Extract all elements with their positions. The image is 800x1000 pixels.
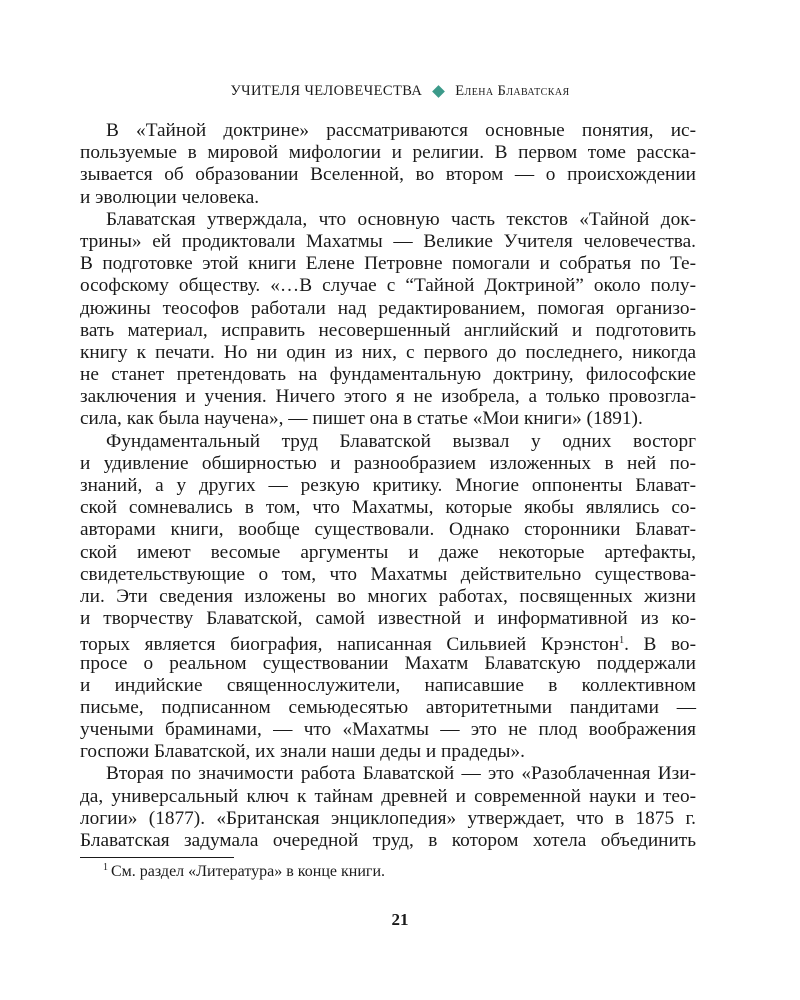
footnote (103, 862, 385, 881)
text-line: свидетельствующие о том, что Махатмы действительно существова- (80, 563, 696, 585)
paragraph (80, 431, 696, 764)
text-line: Блаватская утверждала, что основную часть текстов «Тайной док- (106, 208, 696, 230)
text-line: зывается об образовании Вселенной, во втором — о происхождении (80, 164, 696, 186)
footnote-text: См. раздел «Литература» в конце книги. (111, 863, 385, 880)
text-line: письме, подписанном семьюдесятью авторитетными пандитами — (80, 696, 696, 718)
footnote-rule (80, 857, 234, 858)
text-line: дюжины теософов работали над редактированием, помогая организо- (80, 297, 696, 319)
paragraph (80, 120, 696, 209)
text-line: ософскому обществу. «…В случае с “Тайной Доктриной” около полу- (80, 275, 696, 297)
text-line: заключения и учения. Ничего этого я не изобрела, а только провозгла- (80, 386, 696, 408)
footnote-reference[interactable]: 1 (619, 635, 625, 647)
page-number: 21 (391, 910, 409, 929)
text-line: и удивление обширностью и разнообразием изложенных в ней по- (80, 452, 696, 474)
text-line: госпожи Блаватской, их знали наши деды и прадеды». (80, 741, 525, 763)
text-line: учеными браминами, — что «Махатмы — это не плод воображения (80, 719, 696, 741)
text-line: трины» ей продиктовали Махатмы — Великие Учителя человечества. (80, 230, 696, 252)
text-line: книгу к печати. Но ни один из них, с первого до последнего, никогда (80, 341, 696, 363)
header-chapter-title: Елена Блаватская (455, 83, 570, 99)
text-line: ской имеют весомые аргументы и даже некоторые артефакты, (80, 541, 696, 563)
text-line: торых является биография, написанная Сильвией Крэнстон$^1$. В во- (80, 634, 696, 656)
diamond-separator-icon (432, 85, 445, 98)
text-line: Вторая по значимости работа Блаватской — это «Разоблаченная Изи- (106, 763, 696, 785)
text-line: Блаватская задумала очередной труд, в котором хотела объединить (80, 830, 696, 851)
text-line: В подготовке этой книги Елене Петровне помогали и собратья по Те- (80, 253, 696, 275)
text-line: да, универсальный ключ к тайнам древней и современной науки и тео- (80, 785, 696, 807)
text-line: и эволюции человека. (80, 186, 260, 208)
body-text (80, 120, 696, 852)
paragraph (80, 763, 696, 852)
text-line: логии» (1877). «Британская энциклопедия» утверждает, что в 1875 г. (80, 807, 696, 829)
text-line: ли. Эти сведения изложены во многих работах, посвященных жизни (80, 585, 696, 607)
text-line: В «Тайной доктрине» рассматриваются основные понятия, ис- (106, 120, 696, 141)
paragraph (80, 209, 696, 431)
text-line: ской сомневались в том, что Махатмы, которые якобы являлись со- (80, 497, 696, 519)
text-line: и индийские священнослужители, написавшие в коллективном (80, 674, 696, 696)
text-line: пользуемые в мировой мифологии и религии. В первом томе расска- (80, 142, 696, 164)
text-line: знаний, а у других — резкую критику. Многие оппоненты Блават- (80, 475, 696, 496)
text-line: авторами книги, вообще существовали. Однако сторонники Блават- (80, 519, 696, 541)
footnote-marker: 1 (103, 862, 108, 873)
text-line: Фундаментальный труд Блаватской вызвал у одних восторг (106, 430, 696, 452)
text-line: просе о реальном существовании Махатм Блаватскую поддержали (80, 652, 696, 674)
text-line: не станет претендовать на фундаментальную доктрину, философские (80, 364, 696, 386)
running-head (0, 83, 800, 100)
text-line: и творчеству Блаватской, самой известной и информативной из ко- (80, 608, 696, 630)
text-line: сила, как была научена», — пишет она в статье «Мои книги» (1891). (80, 408, 643, 430)
header-book-title: УЧИТЕЛЯ ЧЕЛОВЕЧЕСТВА (230, 83, 423, 99)
text-line: вать материал, исправить несовершенный английский и подготовить (80, 319, 696, 341)
